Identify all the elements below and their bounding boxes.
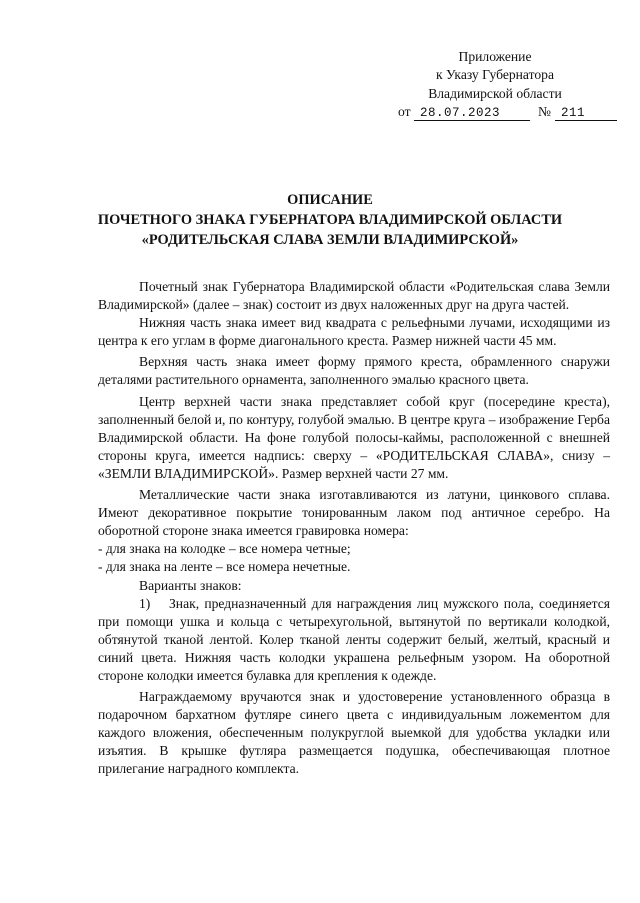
annex-reference-line — [380, 103, 610, 121]
annex-header — [380, 48, 610, 122]
list-item-even: - для знака на колодке – все номера четные; — [98, 541, 351, 557]
date-label: от — [398, 104, 411, 120]
paragraph-variants: Варианты знаков: — [139, 577, 242, 593]
decree-date: 28.07.2023 — [414, 106, 530, 121]
title-line-1: ОПИСАНИЕ — [287, 192, 373, 208]
paragraph-award-case: Награждаемому вручаются знак и удостоверение установленного образца в подарочном бархатном футляре синего цвета с индивидуальным ложементом для каждого вложения, обеспеченным полукруглой выемкой для удобства укладки или изъятия. В крышке футляра размещается подушка, обеспечивающая плотное прилегание наградного комплекта. — [98, 689, 610, 777]
annex-line-1: Приложение — [458, 49, 532, 64]
title-line-3: «РОДИТЕЛЬСКАЯ СЛАВА ЗЕМЛИ ВЛАДИМИРСКОЙ» — [141, 232, 519, 248]
annex-line-3: Владимирской области — [428, 85, 562, 101]
list-item-odd: - для знака на ленте – все номера нечетные. — [98, 559, 351, 575]
document-body — [98, 278, 610, 779]
paragraph-2: Нижняя часть знака имеет вид квадрата с рельефными лучами, исходящими из центра к его углам в форме диагонального креста. Размер нижней части 45 мм. — [98, 315, 610, 349]
number-label: № — [537, 104, 551, 120]
decree-number: 211 — [555, 106, 617, 121]
paragraph-3: Верхняя часть знака имеет форму прямого креста, обрамленного снаружи деталями растительного орнамента, заполненного эмалью красного цвета. — [98, 354, 610, 388]
paragraph-4: Центр верхней части знака представляет собой круг (посередине креста), заполненный белой и, по контуру, голубой эмалью. В центре круга – изображение Герба Владимирской области. На фоне голубой полосы-каймы, расположенной с внешней стороны круга, имеется надпись: сверху – «РОДИТЕЛЬСКАЯ СЛАВА», снизу – «ЗЕМЛИ ВЛАДИМИРСКОЙ». Размер верхней части 27 мм. — [98, 393, 610, 481]
variant-item-1 — [98, 595, 610, 685]
variant-item-number: 1) — [139, 595, 151, 611]
variant-item-text: Знак, предназначенный для награждения лиц мужского пола, соединяется при помощи ушка и кольца с четырехугольной, вытянутой по вертикали колодкой, обтянутой тканой лентой. Колер тканой ленты содержит белый, желтый, красный и синий цвета. Нижняя часть колодки украшена рельефным узором. На оборотной стороне колодки имеется булавка для крепления к одежде. — [98, 595, 610, 683]
annex-line-2: к Указу Губернатора — [435, 67, 554, 83]
document-title — [80, 190, 580, 250]
paragraph-1: Почетный знак Губернатора Владимирской области «Родительская слава Земли Владимирской» (далее – знак) состоит из двух наложенных друг на друга частей. — [98, 279, 610, 313]
paragraph-5: Металлические части знака изготавливаются из латуни, цинкового сплава. Имеют декоративное покрытие тонированным лаком под античное серебро. На оборотной стороне знака имеется гравировка номера: — [98, 487, 610, 539]
title-line-2: ПОЧЕТНОГО ЗНАКА ГУБЕРНАТОРА ВЛАДИМИРСКОЙ ОБЛАСТИ — [97, 212, 563, 228]
